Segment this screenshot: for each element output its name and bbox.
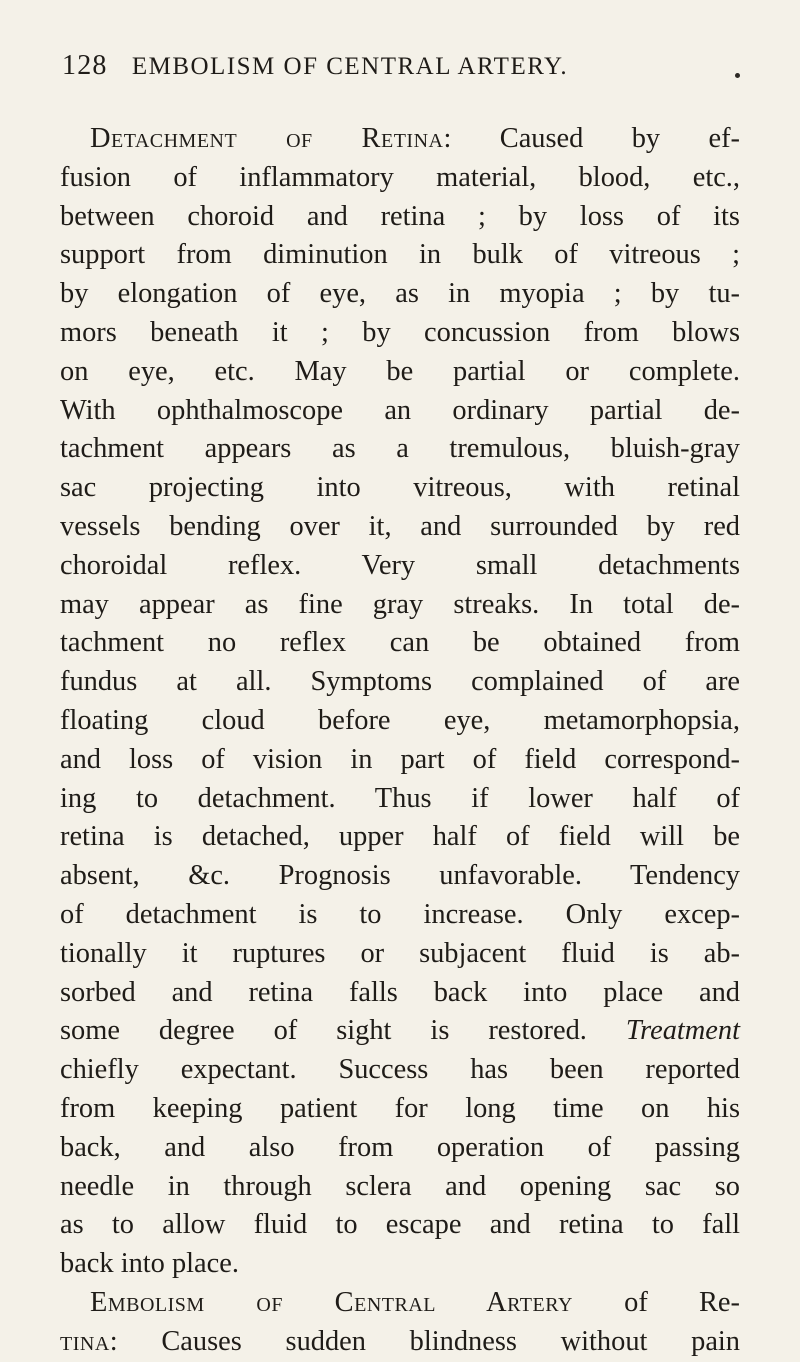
- print-mark: [735, 73, 740, 78]
- paragraph-line-text: : Causes sudden blindness without pain: [109, 1325, 740, 1357]
- paragraph-line: absent, &c. Prognosis unfavorable. Tendency: [60, 860, 740, 892]
- paragraph-line: support from diminution in bulk of vitreous ;: [60, 239, 740, 271]
- paragraph-line: of detachment is to increase. Only excep-: [60, 898, 740, 930]
- paragraph-line: choroidal reflex. Very small detachments: [60, 549, 740, 581]
- paragraph-line: tachment appears as a tremulous, bluish-gray: [60, 433, 740, 465]
- paragraph-line: vessels bending over it, and surrounded by red: [60, 510, 740, 542]
- paragraph-line: With ophthalmoscope an ordinary partial de-: [60, 394, 740, 426]
- paragraph-line: by elongation of eye, as in myopia ; by tu-: [60, 278, 740, 310]
- page-number: 128: [62, 50, 108, 81]
- paragraph-line: chiefly expectant. Success has been reported: [60, 1054, 740, 1086]
- main-text: [60, 120, 740, 1362]
- paragraph-embolism-of-central-artery: [60, 1284, 740, 1362]
- paragraph-detachment-of-retina: [60, 120, 740, 1284]
- paragraph-line: [60, 1323, 740, 1362]
- paragraph-line: [60, 1284, 740, 1323]
- section-heading-embolism: Embolism of Central Artery: [90, 1286, 573, 1318]
- paragraph-line: needle in through sclera and opening sac so: [60, 1170, 740, 1202]
- paragraph-line: on eye, etc. May be partial or complete.: [60, 355, 740, 387]
- paragraph-line: [60, 1012, 740, 1051]
- paragraph-line-text: some degree of sight is restored.: [60, 1015, 587, 1047]
- paragraph-line: floating cloud before eye, metamorphopsia,: [60, 704, 740, 736]
- paragraph-line: fundus at all. Symptoms complained of are: [60, 666, 740, 698]
- paragraph-line: between choroid and retina ; by loss of its: [60, 200, 740, 232]
- paragraph-line: tionally it ruptures or subjacent fluid is ab-: [60, 937, 740, 969]
- heading-connector: of Re-: [624, 1286, 740, 1318]
- paragraph-line: tachment no reflex can be obtained from: [60, 627, 740, 659]
- paragraph-line: [60, 120, 740, 159]
- page-header: [62, 46, 692, 86]
- paragraph-line: and loss of vision in part of field correspond-: [60, 743, 740, 775]
- paragraph-line: mors beneath it ; by concussion from blows: [60, 316, 740, 348]
- paragraph-line: retina is detached, upper half of field will be: [60, 821, 740, 853]
- paragraph-line: ing to detachment. Thus if lower half of: [60, 782, 740, 814]
- treatment-label: Treatment: [625, 1015, 740, 1047]
- paragraph-line: sac projecting into vitreous, with retinal: [60, 472, 740, 504]
- paragraph-line: as to allow fluid to escape and retina to fall: [60, 1209, 740, 1241]
- paragraph-line-text: : Caused by ef-: [443, 123, 740, 154]
- paragraph-line: back into place.: [60, 1248, 239, 1280]
- running-head: EMBOLISM OF CENTRAL ARTERY.: [131, 53, 569, 80]
- paragraph-line: sorbed and retina falls back into place and: [60, 976, 740, 1008]
- paragraph-line: may appear as fine gray streaks. In total de-: [60, 588, 740, 620]
- paragraph-line: from keeping patient for long time on his: [60, 1092, 740, 1124]
- paragraph-line: back, and also from operation of passing: [60, 1131, 740, 1163]
- section-heading-detachment: Detachment of Retina: [90, 123, 444, 154]
- section-heading-embolism-continued: tina: [60, 1325, 110, 1357]
- paragraph-line: fusion of inflammatory material, blood, etc.,: [60, 161, 740, 193]
